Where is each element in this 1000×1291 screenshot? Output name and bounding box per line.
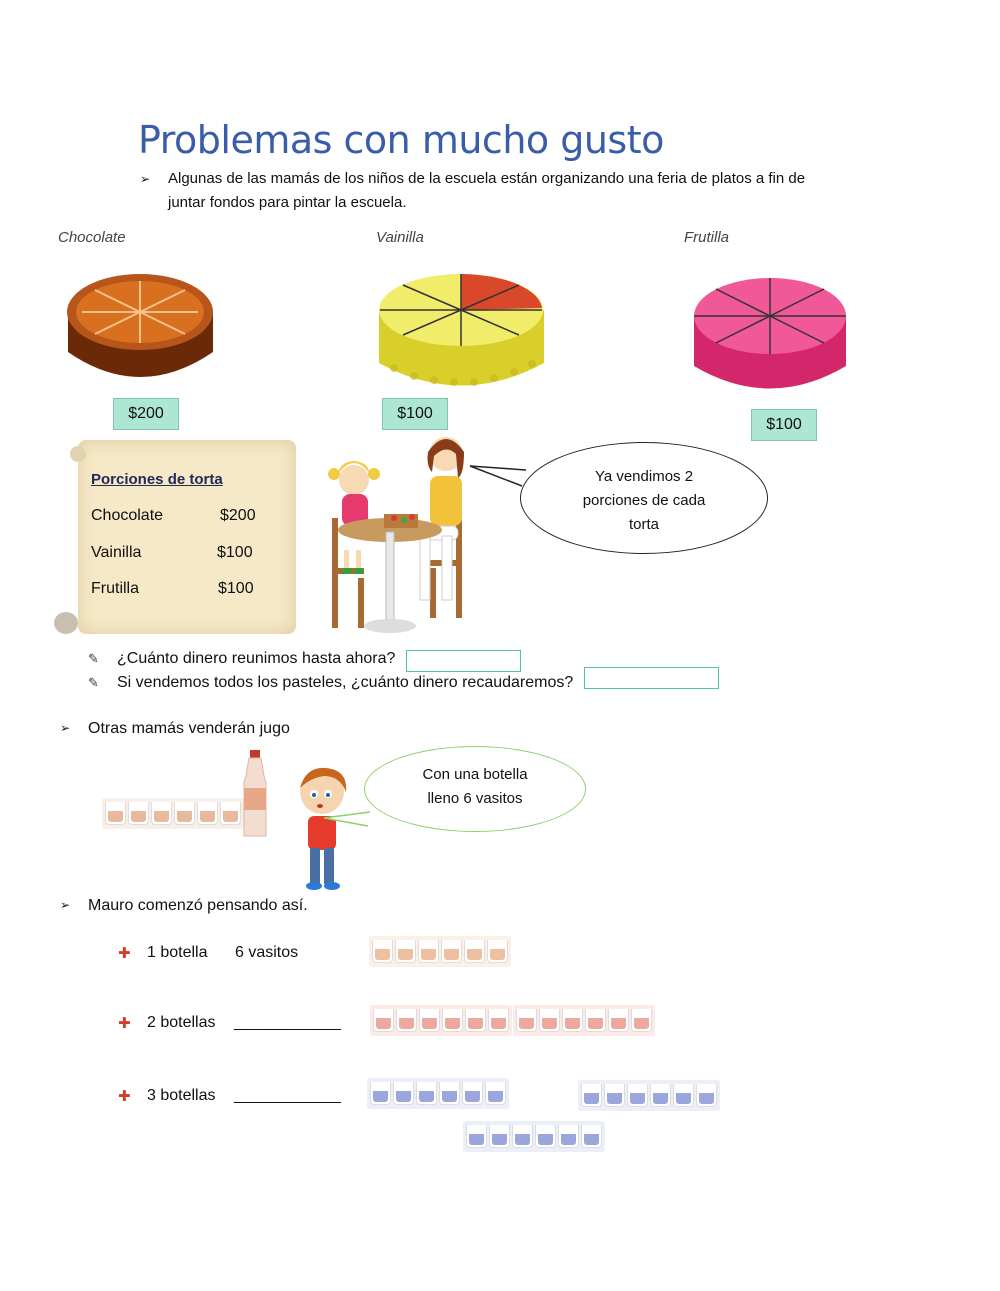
scroll-row-name: Vainilla [91,544,142,561]
cake-label-vainilla: Vainilla [376,229,424,246]
price-frutilla: $100 [751,409,817,441]
speech-bubble-mother [520,442,768,554]
cups-row-3a [367,1078,509,1109]
cup-icon [128,802,149,825]
cup-icon [419,1009,440,1032]
arrow-bullet-icon: ➢ [60,898,71,912]
cup-icon [393,1082,414,1105]
cup-icon [439,1082,460,1105]
page-title: Problemas con mucho gusto [138,118,664,162]
intro-text [168,167,888,215]
scroll-row-name: Frutilla [91,580,140,597]
cup-icon [441,940,462,963]
cup-icon [489,1125,510,1148]
cake-label-chocolate: Chocolate [58,229,126,246]
scroll-curl-bottom [54,612,78,634]
bubble-line: porciones de cada [582,492,706,509]
chocolate-cake-image [58,262,223,387]
prices-scroll [78,440,296,634]
cup-icon [465,1009,486,1032]
intro-line-2: juntar fondos para pintar la escuela. [168,194,407,211]
cups-row-3b [578,1080,720,1111]
cup-icon [535,1125,556,1148]
cup-icon [462,1082,483,1105]
strawberry-cake-image [690,266,850,402]
cup-icon [464,940,485,963]
price-chocolate: $200 [113,398,179,430]
scroll-row-price: $100 [217,544,253,561]
cup-icon [372,940,393,963]
speech-bubble-tail [468,462,528,492]
cup-icon [608,1009,629,1032]
price-vainilla: $100 [382,398,448,430]
scroll-row-name: Chocolate [91,507,164,524]
answer-input-1[interactable] [406,650,521,672]
speech-bubble-tail [322,808,374,832]
cups-row-1 [369,936,511,967]
cup-icon [396,1009,417,1032]
cup-icon [442,1009,463,1032]
arrow-bullet-icon: ➢ [60,721,71,735]
cups-row-2a [370,1005,512,1036]
step-label: 2 botellas [147,1014,216,1031]
cup-icon [485,1082,506,1105]
cup-icon [105,802,126,825]
arrow-bullet-icon: ➢ [140,172,151,186]
bubble-line: Ya vendimos 2 [594,468,694,485]
vanilla-cake-image [374,268,549,398]
cup-icon [516,1009,537,1032]
cup-icon [581,1125,602,1148]
cup-icon [581,1084,602,1107]
speech-bubble-boy [364,746,586,832]
bubble-line: torta [628,516,659,533]
step-label: 3 botellas [147,1087,216,1104]
intro-line-1: Algunas de las mamás de los niños de la escuela están organizando una feria de platos a fin de [168,170,806,187]
cake-label-frutilla: Frutilla [684,229,730,246]
cups-row-3c [463,1121,605,1152]
cups-row-example [102,798,244,829]
pencil-icon: ✎ [88,675,99,690]
step-label: 1 botella [147,944,208,961]
answer-input-2[interactable] [584,667,719,689]
cup-icon [418,940,439,963]
cup-icon [151,802,172,825]
cups-row-2b [513,1005,655,1036]
question-2: Si vendemos todos los pasteles, ¿cuánto dinero recaudaremos? [117,674,574,691]
cup-icon [696,1084,717,1107]
cup-icon [673,1084,694,1107]
cup-icon [585,1009,606,1032]
cup-icon [370,1082,391,1105]
cup-icon [512,1125,533,1148]
cup-icon [488,1009,509,1032]
mauro-intro: Mauro comenzó pensando así. [88,897,308,914]
cross-bullet-icon: ✚ [118,1015,131,1032]
cup-icon [604,1084,625,1107]
cup-icon [416,1082,437,1105]
question-1: ¿Cuánto dinero reunimos hasta ahora? [117,650,396,667]
mother-daughter-illustration [318,428,488,640]
cup-icon [197,802,218,825]
cross-bullet-icon: ✚ [118,945,131,962]
cup-icon [558,1125,579,1148]
step-value: 6 vasitos [235,944,299,961]
cup-icon [466,1125,487,1148]
step-answer-blank[interactable]: ____________ [234,1087,341,1104]
scroll-curl-top [70,446,86,462]
bubble-line: lleno 6 vasitos [427,790,523,807]
cup-icon [373,1009,394,1032]
cup-icon [539,1009,560,1032]
cup-icon [174,802,195,825]
cup-icon [650,1084,671,1107]
juice-intro: Otras mamás venderán jugo [88,720,290,737]
bubble-line: Con una botella [422,766,528,783]
cup-icon [487,940,508,963]
cross-bullet-icon: ✚ [118,1088,131,1105]
scroll-row-price: $100 [218,580,254,597]
cup-icon [395,940,416,963]
scroll-row-price: $200 [220,507,256,524]
intro-bullet [140,167,150,191]
cup-icon [631,1009,652,1032]
pencil-icon: ✎ [88,651,99,666]
juice-bottle-icon [238,748,272,840]
cup-icon [562,1009,583,1032]
cup-icon [627,1084,648,1107]
step-answer-blank[interactable]: ____________ [234,1014,341,1031]
scroll-title: Porciones de torta [91,471,223,488]
